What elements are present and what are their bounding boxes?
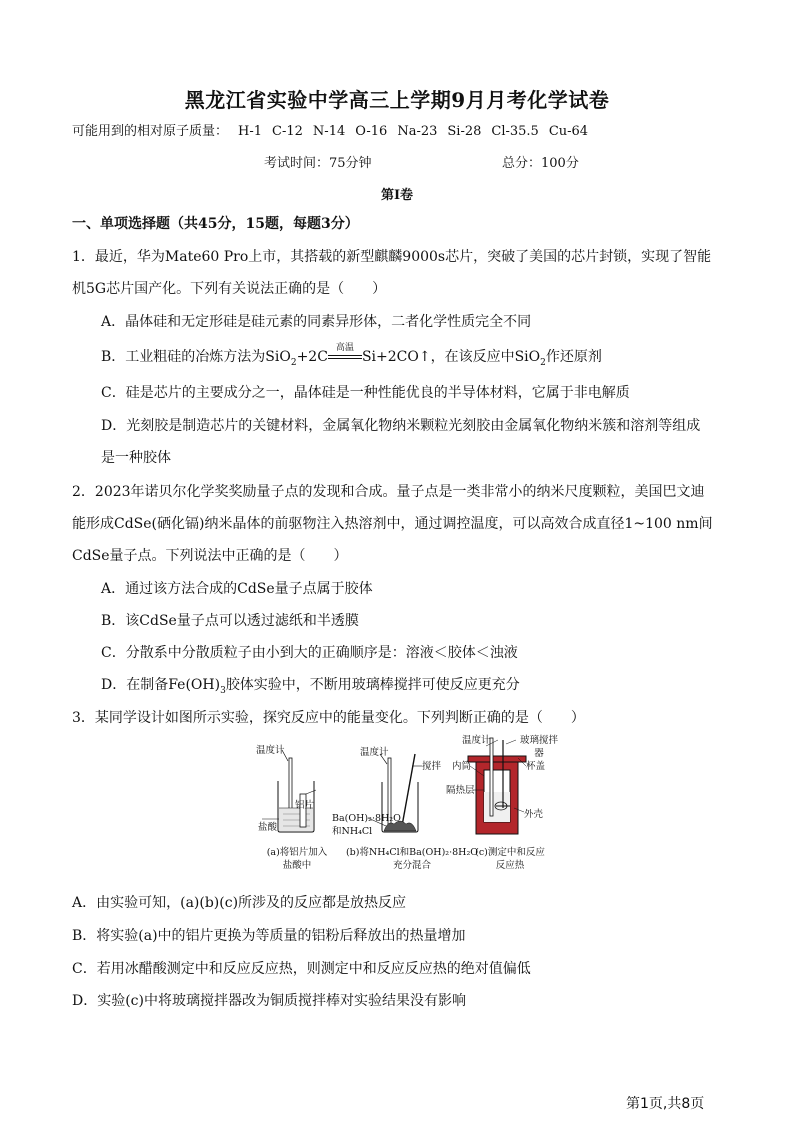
label-a-acid: 盐酸 bbox=[258, 822, 278, 833]
label-b-reagent1: Ba(OH)₂·8H₂O bbox=[332, 813, 401, 824]
label-b-stir: 搅拌 bbox=[422, 761, 442, 772]
q2-option-c: C．分散系中分散质粒子由小到大的正确顺序是：溶液＜胶体＜浊液 bbox=[101, 645, 518, 661]
q1-b-product: Si+2CO↑，在该反应中SiO bbox=[361, 349, 541, 365]
atomic-mass-item: Cl-35.5 bbox=[491, 124, 539, 139]
stirring-rod-icon bbox=[402, 754, 415, 826]
label-c-thermometer: 温度计 bbox=[462, 735, 491, 746]
label-c-lid: 杯盖 bbox=[526, 761, 546, 772]
caption-a-line1: (a)将铝片加入 bbox=[266, 847, 328, 858]
label-b-reagents bbox=[332, 812, 401, 838]
atomic-mass-item: Na-23 bbox=[397, 124, 438, 139]
label-a-thermometer: 温度计 bbox=[256, 745, 285, 756]
exam-title: 黑龙江省实验中学高三上学期9月月考化学试卷 bbox=[184, 88, 610, 112]
caption-c-line1: (c)测定中和反应 bbox=[475, 847, 545, 858]
label-c-stirrer: 玻璃搅拌器 bbox=[519, 735, 558, 759]
equilibrium-sign bbox=[328, 343, 362, 365]
q1-option-d-line1: D．光刻胶是制造芯片的关键材料，金属氧化物纳米颗粒光刻胶由金属氧化物纳米簇和溶剂等组成 bbox=[101, 418, 701, 434]
q3-stem: 3．某同学设计如图所示实验，探究反应中的能量变化。下列判断正确的是（ ） bbox=[72, 710, 585, 726]
q1-option-d-line2: 是一种胶体 bbox=[101, 450, 171, 466]
q3-option-c: C．若用冰醋酸测定中和反应反应热，则测定中和反应反应热的绝对值偏低 bbox=[72, 961, 531, 977]
atomic-mass-item: Si-28 bbox=[447, 124, 482, 139]
label-c-inner: 内筒 bbox=[452, 761, 472, 772]
q1-b-reactant: +2C bbox=[296, 349, 328, 365]
q2-option-a: A．通过该方法合成的CdSe量子点属于胶体 bbox=[101, 581, 373, 597]
caption-b bbox=[342, 846, 482, 872]
label-a-foil: 铝片 bbox=[295, 800, 315, 811]
setup-a bbox=[262, 750, 316, 832]
label-b-reagent2: 和NH₄Cl bbox=[332, 826, 373, 837]
atomic-masses-line bbox=[72, 120, 588, 139]
caption-b-line1: (b)将NH₄Cl和Ba(OH)₂·8H₂O bbox=[345, 847, 479, 858]
q2-option-b: B．该CdSe量子点可以透过滤纸和半透膜 bbox=[101, 613, 359, 629]
q1-b-sub2: 2 bbox=[540, 357, 546, 368]
q3-option-a: A．由实验可知，(a)(b)(c)所涉及的反应都是放热反应 bbox=[72, 895, 407, 911]
q3-option-d: D．实验(c)中将玻璃搅拌器改为铜质搅拌棒对实验结果没有影响 bbox=[72, 993, 466, 1009]
atomic-mass-item: Cu-64 bbox=[548, 124, 589, 139]
label-c-insulation: 隔热层 bbox=[446, 785, 475, 796]
q1-option-a: A．晶体硅和无定形硅是硅元素的同素异形体，二者化学性质完全不同 bbox=[101, 314, 532, 330]
exam-time: 考试时间：75分钟 bbox=[264, 156, 372, 171]
reaction-condition: 高温 bbox=[335, 343, 354, 353]
experiment-figure bbox=[256, 735, 562, 876]
label-b-thermometer: 温度计 bbox=[360, 747, 389, 758]
q2-stem-line3: CdSe量子点。下列说法中正确的是（ ） bbox=[72, 548, 348, 564]
caption-c bbox=[468, 846, 552, 872]
part-heading: 第I卷 bbox=[380, 188, 414, 203]
caption-c-line2: 反应热 bbox=[495, 860, 525, 871]
q1-stem-line1: 1．最近，华为Mate60 Pro上市，其搭载的新型麒麟9000s芯片，突破了美国的芯片封锁，实现了智能 bbox=[72, 249, 712, 265]
q1-b-suffix: 作还原剂 bbox=[545, 349, 602, 365]
thermometer-icon bbox=[490, 738, 493, 816]
q1-b-sub: 2 bbox=[290, 357, 297, 368]
q1-option-c: C．硅是芯片的主要成分之一，晶体硅是一种性能优良的半导体材料，它属于非电解质 bbox=[101, 385, 630, 401]
q2-stem-line2: 能形成CdSe(硒化镉)纳米晶体的前驱物注入热溶剂中，通过调控温度，可以高效合成直径1~100 nm间 bbox=[72, 516, 713, 532]
q2-option-d bbox=[101, 674, 520, 696]
total-score: 总分：100分 bbox=[502, 156, 579, 171]
q3-option-b: B．将实验(a)中的铝片更换为等质量的铝粉后释放出的热量增加 bbox=[72, 928, 466, 944]
caption-a bbox=[254, 846, 340, 872]
atomic-masses-label: 可能用到的相对原子质量： bbox=[72, 124, 229, 139]
q1-option-b bbox=[101, 343, 602, 368]
caption-b-line2: 充分混合 bbox=[392, 860, 431, 871]
q2-stem-line1: 2．2023年诺贝尔化学奖奖励量子点的发现和合成。量子点是一类非常小的纳米尺度颗粒，美国巴文迪 bbox=[72, 484, 705, 500]
atomic-mass-item: C-12 bbox=[272, 124, 303, 139]
atomic-mass-item: H-1 bbox=[238, 124, 263, 139]
atomic-mass-item: N-14 bbox=[312, 124, 346, 139]
q2-d-suffix: 胶体实验中，不断用玻璃棒搅拌可使反应更充分 bbox=[225, 677, 520, 693]
caption-a-line2: 盐酸中 bbox=[282, 860, 312, 871]
double-bar-icon bbox=[328, 355, 362, 359]
section-heading: 一、单项选择题（共45分，15题，每题3分） bbox=[72, 216, 359, 232]
q2-d-sub: 3 bbox=[220, 685, 226, 696]
label-c-shell: 外壳 bbox=[524, 809, 544, 820]
q1-stem-line2: 机5G芯片国产化。下列有关说法正确的是（ ） bbox=[72, 281, 387, 297]
page-footer: 第1页,共8页 bbox=[626, 1096, 705, 1112]
q2-d-prefix: D．在制备Fe(OH) bbox=[101, 677, 221, 693]
q1-b-prefix: B．工业粗硅的冶炼方法为SiO bbox=[101, 349, 291, 365]
atomic-mass-item: O-16 bbox=[355, 124, 388, 139]
